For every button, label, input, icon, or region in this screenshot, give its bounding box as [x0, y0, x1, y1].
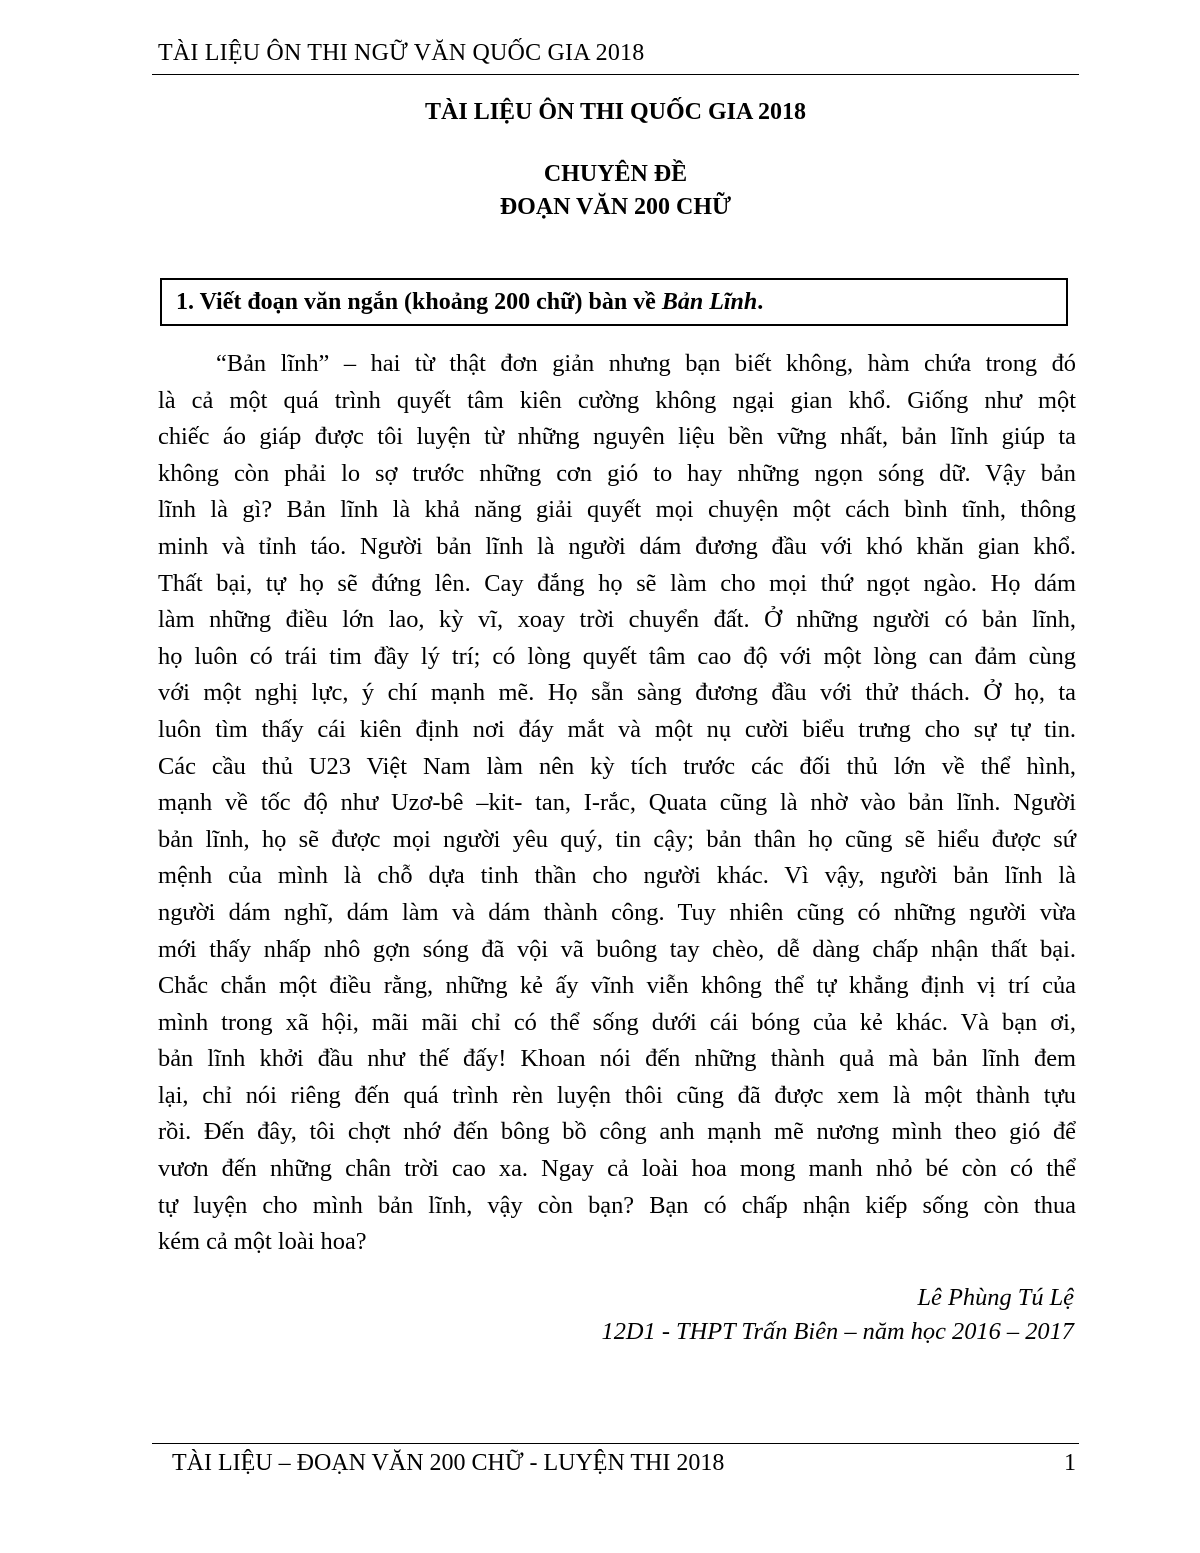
header-rule: [152, 74, 1079, 75]
essay-line: với một nghị lực, ý chí mạnh mẽ. Họ sẵn sàng đương đầu với thử thách. Ở họ, ta: [158, 679, 1076, 707]
essay-line: mới thấy nhấp nhô gợn sóng đã vội vã buông tay chèo, dễ dàng chấp nhận thất bại.: [158, 935, 1076, 963]
topic-label: CHUYÊN ĐỀ: [543, 161, 688, 187]
essay-line: Chắc chắn một điều rằng, những kẻ ấy vĩnh viễn không thể tự khẳng định vị trí của: [158, 972, 1076, 1000]
footer-rule: [152, 1443, 1079, 1444]
main-title: TÀI LIỆU ÔN THI QUỐC GIA 2018: [425, 99, 806, 125]
essay-line: mình trong xã hội, mãi mãi chỉ có thể sống dưới cái bóng của kẻ khác. Và bạn ơi,: [158, 1008, 1076, 1036]
essay-line: lĩnh là gì? Bản lĩnh là khả năng giải quyết mọi chuyện một cách bình tĩnh, thông: [158, 496, 1076, 524]
author-affiliation: 12D1 - THPT Trấn Biên – năm học 2016 – 2017: [601, 1318, 1074, 1345]
essay-line: mạnh về tốc độ như Uzơ-bê –kit- tan, I-rắc, Quata cũng là nhờ vào bản lĩnh. Người: [158, 789, 1076, 817]
question-emphasis: Bản Lĩnh: [661, 289, 758, 315]
essay-line: vươn đến những chân trời cao xa. Ngay cả loài hoa mong manh nhỏ bé còn có thể: [158, 1155, 1076, 1183]
essay-line: không còn phải lo sợ trước những cơn gió to hay những ngọn sóng dữ. Vậy bản: [158, 459, 1076, 487]
question-end: .: [757, 289, 764, 315]
essay-line: Thất bại, tự họ sẽ đứng lên. Cay đắng họ sẽ làm cho mọi thứ ngọt ngào. Họ dám: [158, 569, 1076, 597]
essay-line: là cả một quá trình quyết tâm kiên cường không ngại gian khổ. Giống như một: [158, 386, 1076, 414]
question-box: [160, 278, 1068, 326]
essay-line: “Bản lĩnh” – hai từ thật đơn giản nhưng bạn biết không, hàm chứa trong đó: [216, 350, 1076, 377]
essay-line: kém cả một loài hoa?: [158, 1228, 367, 1256]
author-name: Lê Phùng Tú Lệ: [917, 1284, 1074, 1311]
essay-line: làm những điều lớn lao, kỳ vĩ, xoay trời chuyển đất. Ở những người có bản lĩnh,: [158, 606, 1076, 634]
essay-line: luôn tìm thấy cái kiên định nơi đáy mắt và một nụ cười biểu trưng cho sự tự tin.: [158, 715, 1076, 743]
essay-line: mệnh của mình là chỗ dựa tinh thần cho người khác. Vì vậy, người bản lĩnh là: [158, 862, 1076, 890]
essay-line: minh và tỉnh táo. Người bản lĩnh là người dám đương đầu với khó khăn gian khổ.: [158, 532, 1076, 560]
running-header: TÀI LIỆU ÔN THI NGỮ VĂN QUỐC GIA 2018: [158, 40, 645, 66]
essay-line: người dám nghĩ, dám làm và dám thành công. Tuy nhiên cũng có những người vừa: [158, 898, 1076, 926]
running-footer: TÀI LIỆU – ĐOẠN VĂN 200 CHỮ - LUYỆN THI 2018: [172, 1450, 725, 1476]
essay-line: bản lĩnh khởi đầu như thế đấy! Khoan nói đến những thành quả mà bản lĩnh đem: [158, 1045, 1076, 1073]
essay-line: lại, chỉ nói riêng đến quá trình rèn luyện thôi cũng đã được xem là một thành tựu: [158, 1081, 1076, 1109]
essay-line: tự luyện cho mình bản lĩnh, vậy còn bạn? Bạn có chấp nhận kiếp sống còn thua: [158, 1191, 1076, 1219]
essay-paragraph: [158, 346, 1076, 1261]
essay-line: chiếc áo giáp được tôi luyện từ những nguyên liệu bền vững nhất, bản lĩnh giúp ta: [158, 423, 1076, 451]
essay-line: Các cầu thủ U23 Việt Nam làm nên kỳ tích trước các đối thủ lớn về thể hình,: [158, 752, 1076, 780]
essay-line: bản lĩnh, họ sẽ được mọi người yêu quý, tin cậy; bản thân họ cũng sẽ hiểu được sứ: [158, 825, 1076, 853]
question-text: 1. Viết đoạn văn ngắn (khoảng 200 chữ) bàn về: [176, 289, 662, 315]
essay-line: rồi. Đến đây, tôi chợt nhớ đến bông bồ công anh mạnh mẽ nương mình theo gió để: [158, 1118, 1076, 1146]
page-number: 1: [1064, 1450, 1076, 1476]
essay-line: họ luôn có trái tim đầy lý trí; có lòng quyết tâm cao độ với một lòng can đảm cùng: [158, 642, 1076, 670]
topic-title: ĐOẠN VĂN 200 CHỮ: [499, 194, 732, 220]
